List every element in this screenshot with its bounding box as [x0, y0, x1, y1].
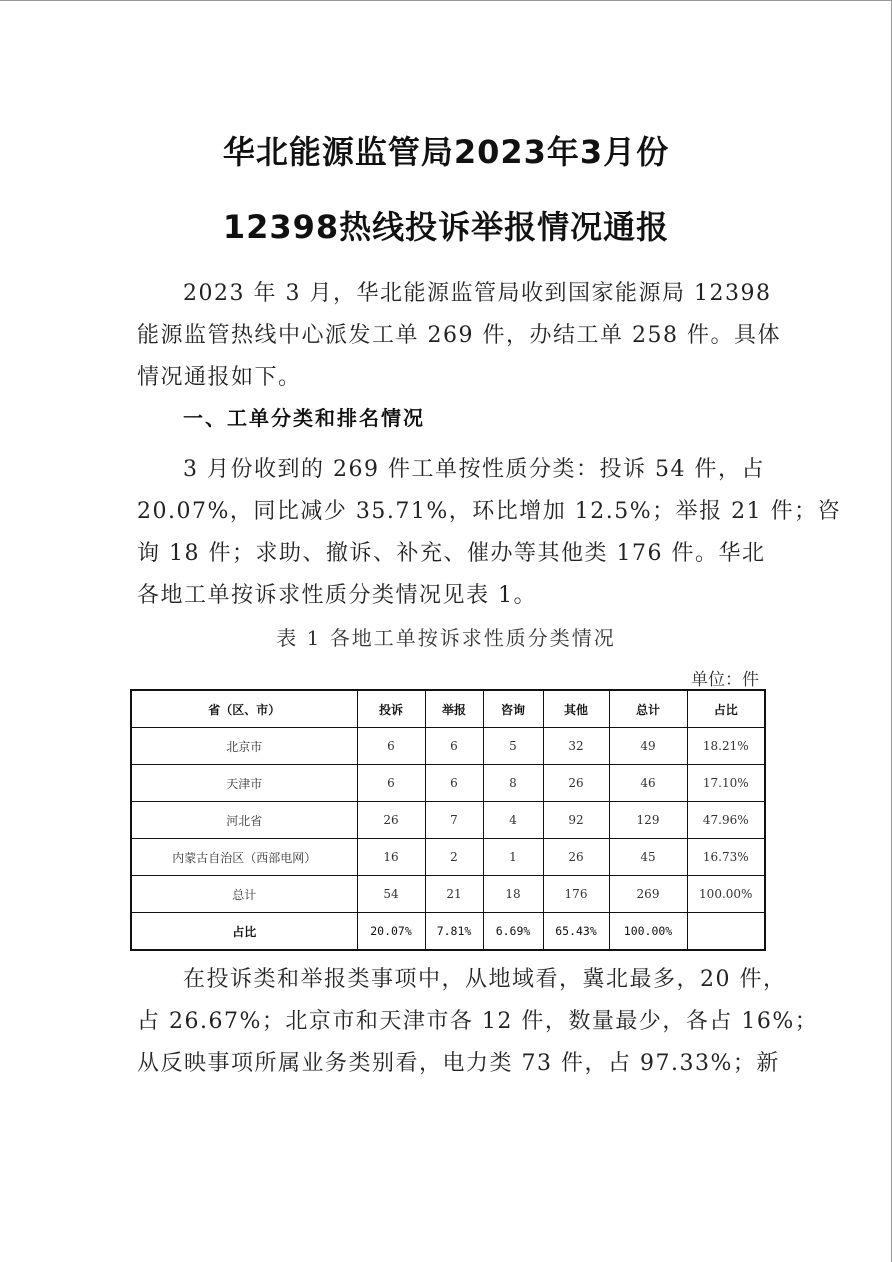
cell-share: 17.10% [687, 765, 765, 802]
cell-region: 内蒙古自治区（西部电网） [131, 839, 357, 876]
cell-complaint: 54 [357, 876, 425, 913]
cell-report: 7 [425, 802, 483, 839]
cell-ratio-total: 100.00% [609, 913, 687, 951]
doc-title-line-2: 12398热线投诉举报情况通报 [222, 208, 670, 246]
cell-report: 2 [425, 839, 483, 876]
cell-ratio-other: 65.43% [543, 913, 609, 951]
table-row [131, 765, 765, 802]
cell-ratio-complaint: 20.07% [357, 913, 425, 951]
intro-line: 能源监管热线中心派发工单 269 件，办结工单 258 件。具体 [137, 323, 781, 348]
cell-ratio-report: 7.81% [425, 913, 483, 951]
cell-share: 100.00% [687, 876, 765, 913]
cell-other: 26 [543, 765, 609, 802]
cell-complaint: 26 [357, 802, 425, 839]
cell-share: 16.73% [687, 839, 765, 876]
intro-line: 情况通报如下。 [137, 365, 302, 390]
section1-line: 询 18 件；求助、撤诉、补充、催办等其他类 176 件。华北 [137, 541, 766, 566]
tail-line: 在投诉类和举报类事项中，从地域看，冀北最多，20 件， [183, 967, 787, 992]
table-row [131, 802, 765, 839]
table-caption: 表 1 各地工单按诉求性质分类情况 [276, 626, 616, 650]
intro-line: 2023 年 3 月，华北能源监管局收到国家能源局 12398 [183, 281, 772, 306]
header-total: 总计 [609, 690, 687, 728]
cell-other: 32 [543, 728, 609, 765]
tail-line: 占 26.67%；北京市和天津市各 12 件，数量最少，各占 16%； [137, 1009, 819, 1034]
header-share: 占比 [687, 690, 765, 728]
section1-line: 3 月份收到的 269 件工单按性质分类：投诉 54 件，占 [183, 457, 765, 482]
section1-line: 20.07%，同比减少 35.71%，环比增加 12.5%；举报 21 件；咨 [137, 499, 842, 524]
cell-other: 176 [543, 876, 609, 913]
cell-ratio-label: 占比 [131, 913, 357, 951]
header-complaint: 投诉 [357, 690, 425, 728]
cell-region: 总计 [131, 876, 357, 913]
table-ratio-row [131, 913, 765, 951]
cell-total: 269 [609, 876, 687, 913]
table-header-row [131, 690, 765, 728]
section1-line: 各地工单按诉求性质分类情况见表 1。 [137, 583, 537, 608]
cell-inquiry: 4 [483, 802, 543, 839]
page-top-edge [0, 0, 892, 1]
cell-region: 河北省 [131, 802, 357, 839]
cell-report: 21 [425, 876, 483, 913]
header-inquiry: 咨询 [483, 690, 543, 728]
table-row [131, 728, 765, 765]
header-other: 其他 [543, 690, 609, 728]
cell-other: 26 [543, 839, 609, 876]
header-report: 举报 [425, 690, 483, 728]
cell-total: 129 [609, 802, 687, 839]
cell-total: 46 [609, 765, 687, 802]
cell-other: 92 [543, 802, 609, 839]
table-row [131, 839, 765, 876]
cell-inquiry: 1 [483, 839, 543, 876]
cell-inquiry: 8 [483, 765, 543, 802]
cell-ratio-inquiry: 6.69% [483, 913, 543, 951]
cell-share: 18.21% [687, 728, 765, 765]
cell-region: 北京市 [131, 728, 357, 765]
header-region: 省（区、市） [131, 690, 357, 728]
cell-region: 天津市 [131, 765, 357, 802]
cell-inquiry: 18 [483, 876, 543, 913]
cell-total: 45 [609, 839, 687, 876]
cell-report: 6 [425, 728, 483, 765]
doc-title-line-1: 华北能源监管局2023年3月份 [222, 133, 670, 171]
cell-complaint: 16 [357, 839, 425, 876]
cell-complaint: 6 [357, 728, 425, 765]
cell-ratio-empty [687, 913, 765, 951]
cell-inquiry: 5 [483, 728, 543, 765]
complaint-classification-table [130, 689, 766, 951]
cell-report: 6 [425, 765, 483, 802]
cell-complaint: 6 [357, 765, 425, 802]
tail-line: 从反映事项所属业务类别看，电力类 73 件，占 97.33%；新 [137, 1051, 780, 1076]
cell-share: 47.96% [687, 802, 765, 839]
table-unit: 单位：件 [691, 670, 759, 690]
table-total-row [131, 876, 765, 913]
cell-total: 49 [609, 728, 687, 765]
section-heading: 一、工单分类和排名情况 [183, 406, 425, 430]
